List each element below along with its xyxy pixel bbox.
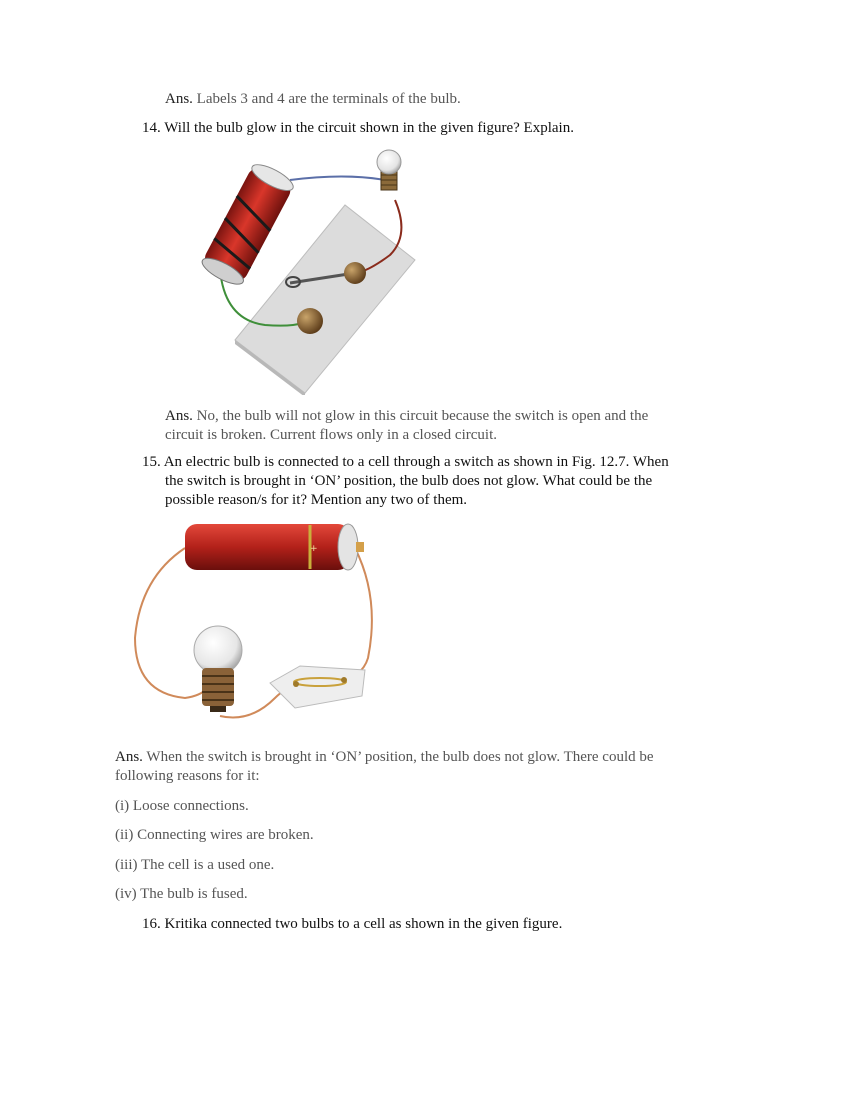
answer-label: Ans. <box>115 749 143 765</box>
cell <box>185 524 364 570</box>
reason-item: (iv) The bulb is fused. <box>115 886 248 902</box>
question-number: 16. <box>142 916 161 932</box>
question-text-line-3: possible reason/s for it? Mention any two of them. <box>165 492 468 508</box>
open-switch-circuit-figure <box>195 145 425 395</box>
answer-text-line-1: No, the bulb will not glow in this circuit because the switch is open and the <box>196 408 649 424</box>
wire <box>290 177 385 181</box>
question-number: 14. <box>142 120 161 136</box>
bulb <box>377 150 401 190</box>
answer-text: Labels 3 and 4 are the terminals of the bulb. <box>196 91 461 107</box>
question-text: Will the bulb glow in the circuit shown in the given figure? Explain. <box>164 120 574 136</box>
bulb <box>194 626 242 712</box>
answer-13 <box>165 90 461 109</box>
drawing-pin-knob <box>297 308 323 334</box>
closed-switch-circuit-figure <box>130 518 380 728</box>
answer-label: Ans. <box>165 408 193 424</box>
question-15 <box>142 453 669 472</box>
answer-label: Ans. <box>165 91 193 107</box>
question-text-line-2: the switch is brought in ‘ON’ position, the bulb does not glow. What could be the <box>165 473 653 489</box>
answer-text-line-2: following reasons for it: <box>115 768 260 784</box>
question-14 <box>142 119 574 138</box>
answer-text-line-2: circuit is broken. Current flows only in a closed circuit. <box>165 427 497 443</box>
question-number: 15. <box>142 454 161 470</box>
reason-item: (iii) The cell is a used one. <box>115 857 275 873</box>
reason-item: (i) Loose connections. <box>115 798 249 814</box>
wire <box>135 548 208 698</box>
reason-item: (ii) Connecting wires are broken. <box>115 827 314 843</box>
question-text: Kritika connected two bulbs to a cell as shown in the given figure. <box>164 916 563 932</box>
cell <box>199 160 297 289</box>
answer-14 <box>165 407 648 426</box>
answer-text-line-1: When the switch is brought in ‘ON’ position, the bulb does not glow. There could be <box>146 749 654 765</box>
question-text-line-1: An electric bulb is connected to a cell through a switch as shown in Fig. 12.7. When <box>163 454 669 470</box>
question-16 <box>142 915 562 934</box>
switch <box>270 666 365 708</box>
svg-text:+: + <box>310 544 318 554</box>
drawing-pin-knob <box>344 262 366 284</box>
answer-15 <box>115 748 654 767</box>
